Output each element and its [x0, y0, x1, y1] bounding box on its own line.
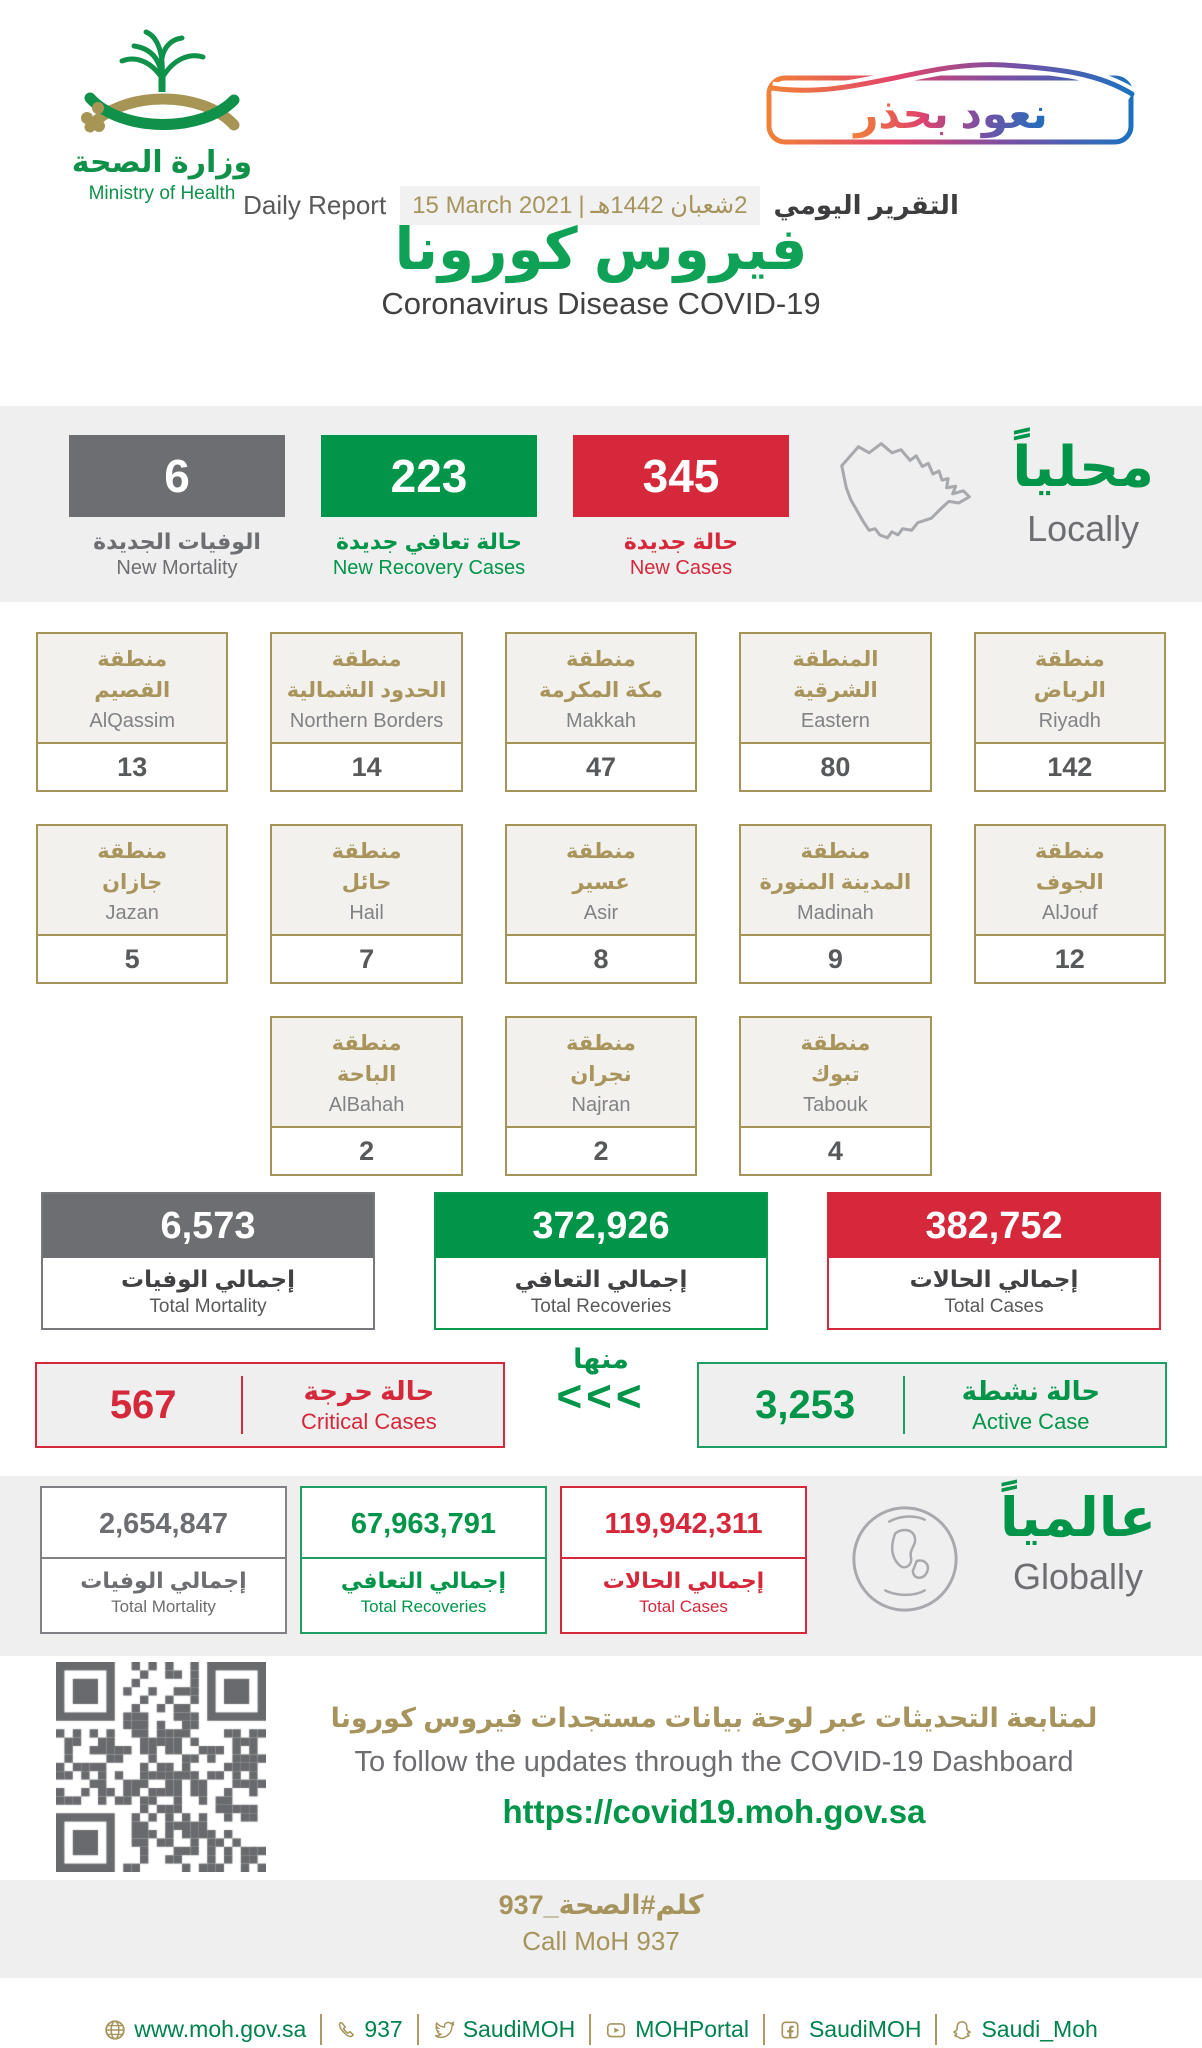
- total-cases-label-en: Total Cases: [944, 1296, 1044, 1317]
- page-title-en: Coronavirus Disease COVID-19: [381, 286, 821, 321]
- region-new-cases: 8: [507, 934, 695, 982]
- global-cases-value: 119,942,311: [562, 1488, 805, 1559]
- new-cases-value: 345: [573, 435, 789, 517]
- footer-link-twitter[interactable]: [417, 2014, 589, 2045]
- daily-report-label-en: Daily Report: [243, 190, 387, 220]
- report-date-gregorian: 15 March 2021: [412, 191, 573, 219]
- total-mortality-label-en: Total Mortality: [149, 1296, 267, 1317]
- locally-heading-ar: محلياً: [1012, 435, 1154, 498]
- region-card-northern-borders: منطقة الحدود الشمالية Northern Borders 14: [270, 632, 462, 792]
- total-recoveries-label-en: Total Recoveries: [530, 1296, 672, 1317]
- new-mortality-label-en: New Mortality: [116, 557, 238, 579]
- active-cases-card: [697, 1362, 1167, 1448]
- region-name-en: AlQassim: [89, 709, 175, 732]
- region-new-cases: 7: [272, 934, 460, 982]
- badge-text: نعود بحذر: [854, 90, 1048, 137]
- report-date-hijri: 2شعبان 1442هـ: [590, 192, 748, 219]
- twitter-icon: [433, 2019, 455, 2041]
- region-name-en: Makkah: [565, 709, 636, 732]
- region-card-jazan: منطقة جازان Jazan 5: [36, 824, 228, 984]
- total-mortality-label-ar: إجمالي الوفيات: [121, 1266, 295, 1292]
- region-card-tabouk: منطقة تبوك Tabouk 4: [739, 1016, 931, 1176]
- phone-icon: [336, 2020, 356, 2040]
- facebook-icon: [779, 2019, 801, 2041]
- global-recoveries-card: [300, 1486, 547, 1634]
- region-card-makkah: منطقة مكة المكرمة Makkah 47: [505, 632, 697, 792]
- region-card-albahah: منطقة الباحة AlBahah 2: [270, 1016, 462, 1176]
- local-totals-row: [41, 1192, 1161, 1330]
- total-mortality-value: 6,573: [43, 1194, 373, 1258]
- global-cases-label-en: Total Cases: [639, 1597, 728, 1616]
- logo-title-en: Ministry of Health: [88, 183, 236, 204]
- region-name-en: Hail: [349, 901, 384, 924]
- total-cases-value: 382,752: [829, 1194, 1159, 1258]
- critical-cases-label-ar: حالة حرجة: [303, 1375, 435, 1406]
- dashboard-note-en: To follow the updates through the COVID-19 Dashboard: [354, 1746, 1074, 1778]
- region-name-en: AlBahah: [328, 1093, 405, 1116]
- footer-link-facebook[interactable]: [763, 2014, 935, 2045]
- logo-title-ar: وزارة الصحة: [71, 146, 253, 179]
- total-recoveries-value: 372,926: [436, 1194, 766, 1258]
- total-recoveries-card: [434, 1192, 768, 1330]
- globally-heading-en: Globally: [1012, 1556, 1144, 1597]
- globally-heading: [1000, 1486, 1202, 1598]
- region-card-aljouf: منطقة الجوف AlJouf 12: [974, 824, 1166, 984]
- region-name-en: Asir: [583, 901, 619, 924]
- footer-link-snapchat[interactable]: [935, 2014, 1111, 2045]
- footer-link-phone[interactable]: [320, 2014, 416, 2045]
- global-recoveries-value: 67,963,791: [302, 1488, 545, 1559]
- region-name-en: AlJouf: [1041, 901, 1098, 924]
- new-mortality-label-ar: الوفيات الجديدة: [93, 529, 261, 554]
- region-card-eastern: المنطقة الشرقية Eastern 80: [739, 632, 931, 792]
- critical-cases-label-en: Critical Cases: [301, 1408, 437, 1434]
- return-with-caution-badge: [764, 54, 1138, 148]
- region-card-hail: منطقة حائل Hail 7: [270, 824, 462, 984]
- moh-palm-swords-icon: [72, 125, 252, 142]
- saudi-arabia-map-icon: [825, 406, 977, 579]
- footer-links: [0, 2014, 1202, 2045]
- youtube-icon: [605, 2019, 627, 2041]
- globally-heading-ar: عالمياً: [1000, 1488, 1156, 1548]
- region-new-cases: 2: [272, 1126, 460, 1174]
- date-separator: |: [578, 191, 585, 219]
- new-recoveries-value: 223: [321, 435, 537, 517]
- report-header: [0, 0, 1202, 406]
- globally-section: [0, 1476, 1202, 1656]
- snapchat-icon: [951, 2019, 973, 2041]
- new-mortality-value: 6: [69, 435, 285, 517]
- region-name-en: Northern Borders: [289, 709, 444, 732]
- global-mortality-label-ar: إجمالي الوفيات: [80, 1568, 247, 1593]
- page-title-ar: فيروس كورونا: [394, 217, 808, 282]
- footer-link-label: MOHPortal: [635, 2016, 749, 2042]
- critical-cases-card: [35, 1362, 505, 1448]
- region-name-en: Jazan: [105, 901, 159, 924]
- region-name-en: Eastern: [800, 709, 870, 732]
- region-new-cases: 14: [272, 742, 460, 790]
- global-mortality-card: [40, 1486, 287, 1634]
- region-name-en: Tabouk: [803, 1093, 868, 1116]
- region-card-riyadh: منطقة الرياض Riyadh 142: [974, 632, 1166, 792]
- dashboard-note-ar: لمتابعة التحديثات عبر لوحة بيانات مستجدات فيروس كورونا: [330, 1703, 1098, 1733]
- global-mortality-value: 2,654,847: [42, 1488, 285, 1559]
- chevrons-icon: <<<: [556, 1372, 646, 1421]
- new-recoveries-label-ar: حالة تعافي جديدة: [335, 529, 523, 554]
- critical-cases-value: 567: [109, 1382, 177, 1427]
- moh-logo: [62, 26, 262, 205]
- active-critical-row: [35, 1344, 1167, 1448]
- footer-link-label: SaudiMOH: [808, 2016, 922, 2042]
- footer-link-label: www.moh.gov.sa: [134, 2016, 307, 2042]
- global-mortality-label-en: Total Mortality: [111, 1597, 216, 1616]
- region-new-cases: 4: [741, 1126, 929, 1174]
- of-which-label: منها: [573, 1344, 629, 1374]
- region-new-cases: 47: [507, 742, 695, 790]
- active-cases-label-ar: حالة نشطة: [961, 1375, 1101, 1406]
- new-recoveries-label-en: New Recovery Cases: [332, 557, 526, 579]
- region-new-cases: 142: [976, 742, 1164, 790]
- total-mortality-card: [41, 1192, 375, 1330]
- new-recoveries-stat: [321, 406, 537, 580]
- region-name-en: Riyadh: [1038, 709, 1101, 732]
- region-card-asir: منطقة عسير Asir 8: [505, 824, 697, 984]
- region-new-cases: 12: [976, 934, 1164, 982]
- locally-section: [0, 406, 1202, 602]
- global-cases-label-ar: إجمالي الحالات: [602, 1568, 765, 1593]
- region-card-najran: منطقة نجران Najran 2: [505, 1016, 697, 1176]
- footer-link-youtube[interactable]: [589, 2014, 763, 2045]
- qr-code: [56, 1662, 266, 1872]
- dashboard-section: [0, 1664, 1202, 1870]
- locally-heading: [1012, 406, 1202, 550]
- call-moh-ar: كلم#الصحة_937: [498, 1890, 704, 1920]
- region-new-cases: 2: [507, 1126, 695, 1174]
- new-cases-label-en: New Cases: [629, 557, 733, 579]
- footer-link-label: Saudi_Moh: [981, 2016, 1098, 2042]
- globe-icon: [846, 1486, 964, 1623]
- call-moh-en: Call MoH 937: [522, 1926, 680, 1956]
- region-new-cases: 5: [38, 934, 226, 982]
- globe-icon: [104, 2019, 126, 2041]
- region-name-en: Madinah: [797, 901, 874, 924]
- global-recoveries-label-ar: إجمالي التعافي: [340, 1568, 507, 1593]
- total-cases-card: [827, 1192, 1161, 1330]
- daily-report-label-ar: التقرير اليومي: [773, 190, 959, 220]
- new-cases-stat: [573, 406, 789, 580]
- footer-link-label: SaudiMOH: [462, 2016, 576, 2042]
- new-mortality-stat: [69, 406, 285, 580]
- region-new-cases: 80: [741, 742, 929, 790]
- regions-grid: [36, 632, 1166, 1176]
- region-card-madinah: منطقة المدينة المنورة Madinah 9: [739, 824, 931, 984]
- region-name-en: Najran: [571, 1093, 631, 1116]
- call-moh-section: [0, 1880, 1202, 1978]
- region-new-cases: 13: [38, 742, 226, 790]
- global-recoveries-label-en: Total Recoveries: [360, 1597, 487, 1616]
- global-cases-card: [560, 1486, 807, 1634]
- total-cases-label-ar: إجمالي الحالات: [909, 1266, 1079, 1292]
- dashboard-link[interactable]: https://covid19.moh.gov.sa: [502, 1793, 926, 1830]
- of-which-indicator: [505, 1344, 697, 1419]
- new-cases-label-ar: حالة جديدة: [623, 529, 739, 554]
- active-cases-value: 3,253: [755, 1382, 856, 1427]
- region-new-cases: 9: [741, 934, 929, 982]
- total-recoveries-label-ar: إجمالي التعافي: [514, 1266, 688, 1292]
- footer-link-label: 937: [364, 2016, 403, 2042]
- active-cases-label-en: Active Case: [972, 1408, 1090, 1434]
- footer-link-website[interactable]: [90, 2014, 320, 2045]
- region-card-alqassim: منطقة القصيم AlQassim 13: [36, 632, 228, 792]
- locally-heading-en: Locally: [1027, 508, 1140, 549]
